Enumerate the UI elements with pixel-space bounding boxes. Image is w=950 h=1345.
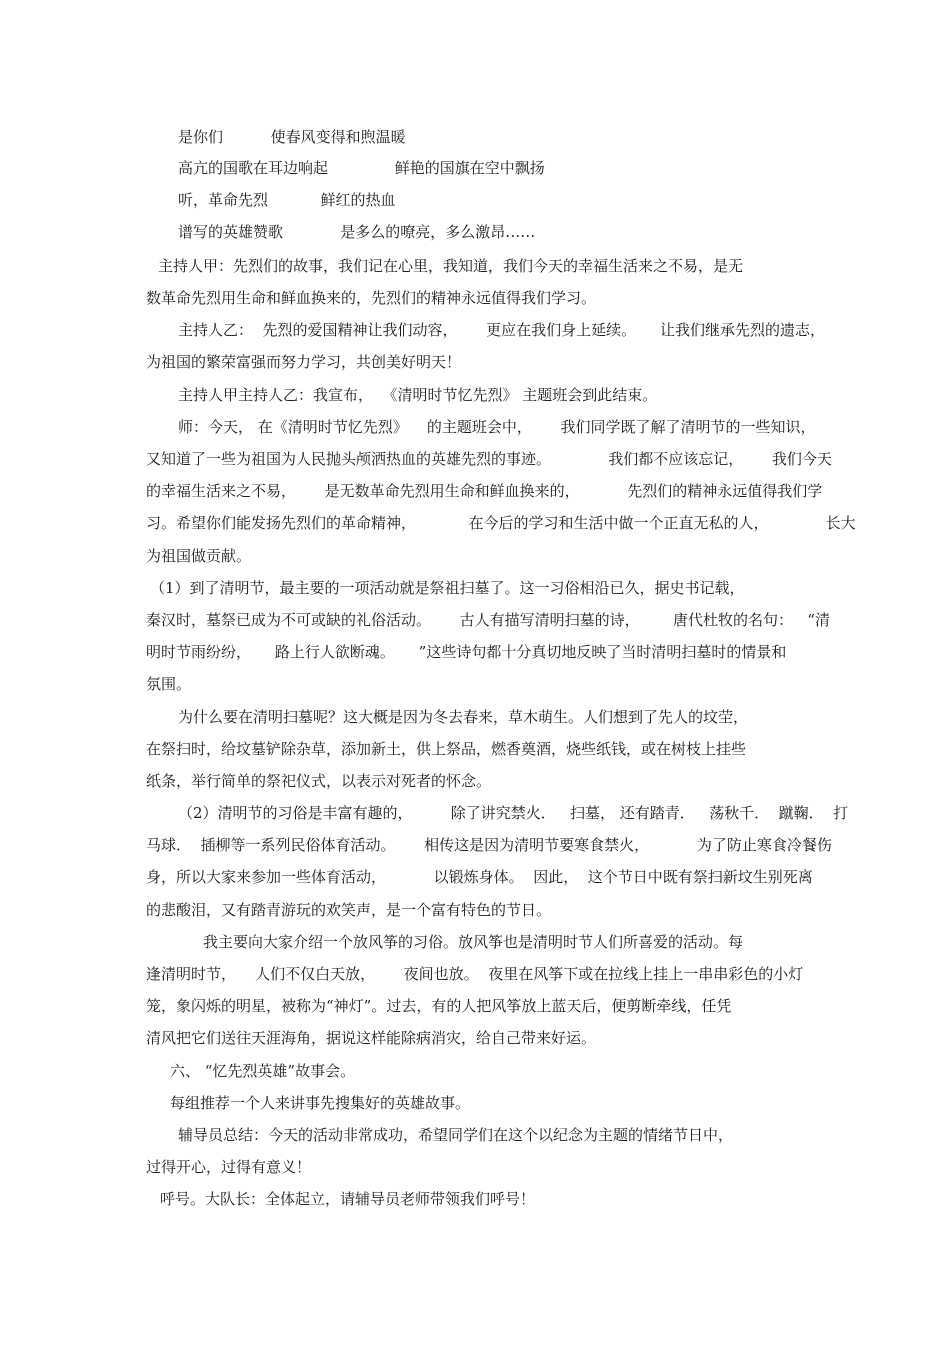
text-line: 高亢的国歌在耳边响起 鲜艳的国旗在空中飘扬 bbox=[178, 159, 545, 177]
text-line: 的幸福生活来之不易， 是无数革命先烈用生命和鲜血换来的， 先烈们的精神永远值得我们学 bbox=[146, 482, 823, 500]
text-line: 过得开心，过得有意义！ bbox=[146, 1158, 312, 1176]
text-line: 呼号。大队长：全体起立，请辅导员老师带领我们呼号！ bbox=[160, 1190, 536, 1208]
text-line: 主持人甲主持人乙：我宣布， 《清明时节忆先烈》 主题班会到此结束。 bbox=[178, 386, 658, 404]
text-line: 清风把它们送往天涯海角，据说这样能除病消灾，给自己带来好运。 bbox=[146, 1029, 597, 1047]
text-line: 逢清明时节， 人们不仅白天放， 夜间也放。 夜里在风筝下或在拉线上挂上一串串彩色的小灯 bbox=[146, 965, 804, 983]
text-line: 为祖国的繁荣富强而努力学习，共创美好明天！ bbox=[146, 353, 462, 371]
text-line: 又知道了一些为祖国为人民抛头颅洒热血的英雄先烈的事迹。 我们都不应该忘记， 我们今天 bbox=[146, 450, 832, 468]
text-line: 辅导员总结：今天的活动非常成功，希望同学们在这个以纪念为主题的情绪节日中， bbox=[178, 1126, 734, 1144]
text-line: 我主要向大家介绍一个放风筝的习俗。放风筝也是清明时节人们所喜爱的活动。每 bbox=[203, 933, 744, 951]
text-line: （1）到了清明节，最主要的一项活动就是祭祖扫墓了。这一习俗相沿已久，据史书记载， bbox=[150, 579, 745, 597]
text-line: 师：今天， 在《清明时节忆先烈》 的主题班会中， 我们同学既了解了清明节的一些知识， bbox=[178, 418, 816, 436]
text-line: 纸条，举行简单的祭祀仪式，以表示对死者的怀念。 bbox=[146, 772, 492, 790]
text-line: 秦汉时，墓祭已成为不可或缺的礼俗活动。 古人有描写清明扫墓的诗， 唐代杜牧的名句： “清 bbox=[146, 611, 830, 629]
text-line: 谱写的英雄赞歌 是多么的嘹亮，多么激昂…… bbox=[178, 223, 536, 241]
text-line: 听，革命先烈 鲜红的热血 bbox=[178, 191, 396, 209]
text-line: 为什么要在清明扫墓呢？这大概是因为冬去春来，草木萌生。人们想到了先人的坟茔， bbox=[178, 708, 749, 726]
text-line: 主持人甲：先烈们的故事，我们记在心里，我知道，我们今天的幸福生活来之不易，是无 bbox=[158, 257, 744, 275]
text-line: 主持人乙： 先烈的爱国精神让我们动容， 更应在我们身上延续。 让我们继承先烈的遗志， bbox=[178, 321, 825, 339]
text-line: 为祖国做贡献。 bbox=[146, 547, 252, 565]
text-line: 明时节雨纷纷， 路上行人欲断魂。 ”这些诗句都十分真切地反映了当时清明扫墓时的情景和 bbox=[146, 643, 787, 661]
text-line: 笼，象闪烁的明星，被称为“神灯”。过去，有的人把风筝放上蓝天后，便剪断牵线，任凭 bbox=[146, 997, 732, 1015]
section-heading: 六、 “忆先烈英雄”故事会。 bbox=[170, 1062, 356, 1080]
text-line: 在祭扫时，给坟墓铲除杂草，添加新土，供上祭品，燃香奠酒，烧些纸钱，或在树枝上挂些 bbox=[146, 740, 747, 758]
text-line: 的悲酸泪，又有踏青游玩的欢笑声，是一个富有特色的节日。 bbox=[146, 901, 552, 919]
text-line: 是你们 使春风变得和煦温暖 bbox=[178, 128, 406, 146]
text-line: 氛围。 bbox=[146, 675, 192, 693]
text-line: 习。希望你们能发扬先烈们的革命精神， 在今后的学习和生活中做一个正直无私的人， 长大 bbox=[146, 514, 856, 532]
text-line: 每组推荐一个人来讲事先搜集好的英雄故事。 bbox=[170, 1094, 471, 1112]
text-line: （2）清明节的习俗是丰富有趣的， 除了讲究禁火． 扫墓， 还有踏青． 荡秋千． 蹴鞠． 打 bbox=[178, 804, 849, 822]
text-line: 马球． 插柳等一系列民俗体育活动。 相传这是因为清明节要寒食禁火， 为了防止寒食冷餐伤 bbox=[146, 836, 832, 854]
text-line: 身，所以大家来参加一些体育活动， 以锻炼身体。 因此， 这个节日中既有祭扫新坟生别死离 bbox=[146, 868, 813, 886]
text-line: 数革命先烈用生命和鲜血换来的，先烈们的精神永远值得我们学习。 bbox=[146, 289, 597, 307]
